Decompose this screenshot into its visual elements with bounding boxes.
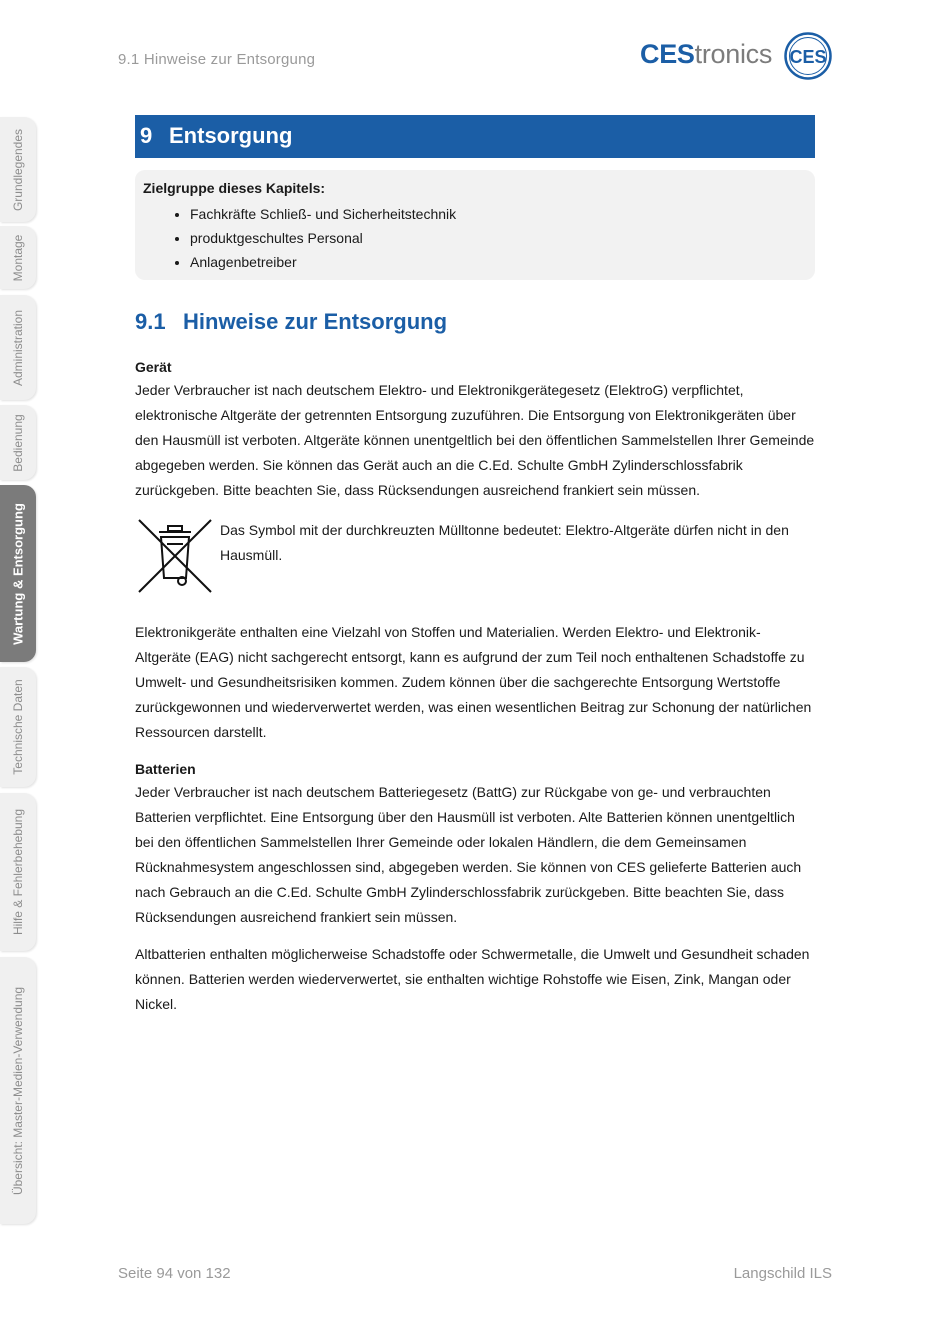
product-name: Langschild ILS — [733, 1265, 832, 1282]
logo-bold: CES — [640, 39, 695, 69]
target-group-label: Zielgruppe dieses Kapitels: — [143, 180, 326, 196]
device-paragraph: Jeder Verbraucher ist nach deutschem Elektro- und Elektronikgerätegesetz (ElektroG) verpflichtet, elektronische Altgeräte der getrennten Entsorgung zuzuführen. Die Entsorgung von Elektronikgeräten über den Hausmüll ist verboten. Altgeräte können unentgeltlich bei den öffentlichen Sammelstellen Ihrer Gemeinde abgegeben werden. Sie können das Gerät auch an die C.Ed. Schulte GmbH Zylinderschlossfabrik zurückgeben. Bitte beachten Sie, dass Rücksendungen ausreichend frankiert sein müssen. — [135, 382, 815, 498]
side-tab-uebersicht-master-medien[interactable] — [0, 957, 36, 1224]
side-tab-administration[interactable] — [0, 295, 36, 400]
batteries-paragraph: Jeder Verbraucher ist nach deutschem Batteriegesetz (BattG) zur Rückgabe von ge- und verbrauchten Batterien verpflichtet. Eine Entsorgung über den Hausmüll ist verboten. Alte Batterien können unentgeltlich bei den öffentlichen Sammelstellen Ihrer Gemeinde oder lokalen Händlern, die dem Gemeinsamen Rücknahmesystem angeschlossen sind, abgegeben werden. Sie können von CES gelieferte Batterien auch nach Gebrauch an die C.Ed. Schulte GmbH Zylinderschlossfabrik zurückgeben. Bitte beachten Sie, dass Rücksendungen ausreichend frankiert sein müssen. — [135, 784, 802, 925]
batteries-heading: Batterien — [135, 761, 196, 777]
side-tab-label: Grundlegendes — [11, 128, 25, 211]
chapter-title: Entsorgung — [169, 123, 293, 148]
crossed-bin-note: Das Symbol mit der durchkreuzten Mülltonne bedeutet: Elektro-Altgeräte dürfen nicht in den Hausmüll. — [220, 522, 789, 563]
page-number: Seite 94 von 132 — [118, 1265, 231, 1282]
target-group-list — [168, 202, 456, 274]
target-group-box — [135, 170, 815, 280]
device-heading: Gerät — [135, 359, 172, 375]
side-tab-technische-daten[interactable] — [0, 667, 36, 787]
side-tab-label: Bedienung — [11, 413, 25, 472]
side-tab-grundlegendes[interactable] — [0, 117, 36, 222]
device-paragraph-2: Elektronikgeräte enthalten eine Vielzahl von Stoffen und Materialien. Werden Elektro- und Elektronik-Altgeräte (EAG) nicht sachgerecht entsorgt, kann es aufgrund der zum Teil noch enthaltenen Schadstoffe zu Umwelt- und Gesundheitsrisiken kommen. Zudem können über die sachgerechte Entsorgung Wertstoffe zurückgewonnen und wiederverwertet werden, was einen wesentlichen Beitrag zur Schonung der natürlichen Ressourcen darstellt. — [135, 624, 812, 740]
side-tab-label: Administration — [11, 309, 25, 386]
target-group-item: • Anlagenbetreiber — [190, 250, 456, 274]
side-tab-label: Montage — [11, 234, 25, 281]
side-tab-label: Hilfe & Fehlerbehebung — [11, 808, 25, 936]
batteries-paragraph-2: Altbatterien enthalten möglicherweise Schadstoffe oder Schwermetalle, die Umwelt und Gesundheit schaden können. Batterien werden wiederverwertet, sie enthalten wichtige Rohstoffe wie Eisen, Zink, Mangan oder Nickel. — [135, 946, 810, 1012]
ces-seal-icon — [783, 31, 833, 81]
section-title — [135, 309, 447, 335]
section-title-text: Hinweise zur Entsorgung — [183, 309, 448, 334]
seal-text: CES — [789, 47, 827, 67]
chapter-heading-bar — [135, 115, 815, 158]
logo-thin: tronics — [694, 39, 773, 69]
target-group-item: • produktgeschultes Personal — [190, 226, 456, 250]
crossed-bin-icon — [137, 518, 213, 594]
side-tab-label: Übersicht: Master-Medien-Verwendung — [11, 986, 25, 1195]
cestronics-logo — [640, 31, 836, 81]
target-group-item: • Fachkräfte Schließ- und Sicherheitstechnik — [190, 202, 456, 226]
side-tab-label: Technische Daten — [11, 679, 25, 775]
side-tab-hilfe-fehlerbehebung[interactable] — [0, 793, 36, 951]
side-tab-montage[interactable] — [0, 226, 36, 289]
logo-wordmark — [640, 39, 772, 70]
chapter-number: 9 — [140, 123, 153, 148]
side-tab-label: Wartung & Entsorgung — [10, 502, 26, 645]
running-header: 9.1 Hinweise zur Entsorgung — [118, 51, 316, 68]
side-tab-bedienung[interactable] — [0, 405, 36, 480]
section-number: 9.1 — [135, 309, 166, 334]
side-tab-wartung-entsorgung[interactable] — [0, 485, 36, 662]
